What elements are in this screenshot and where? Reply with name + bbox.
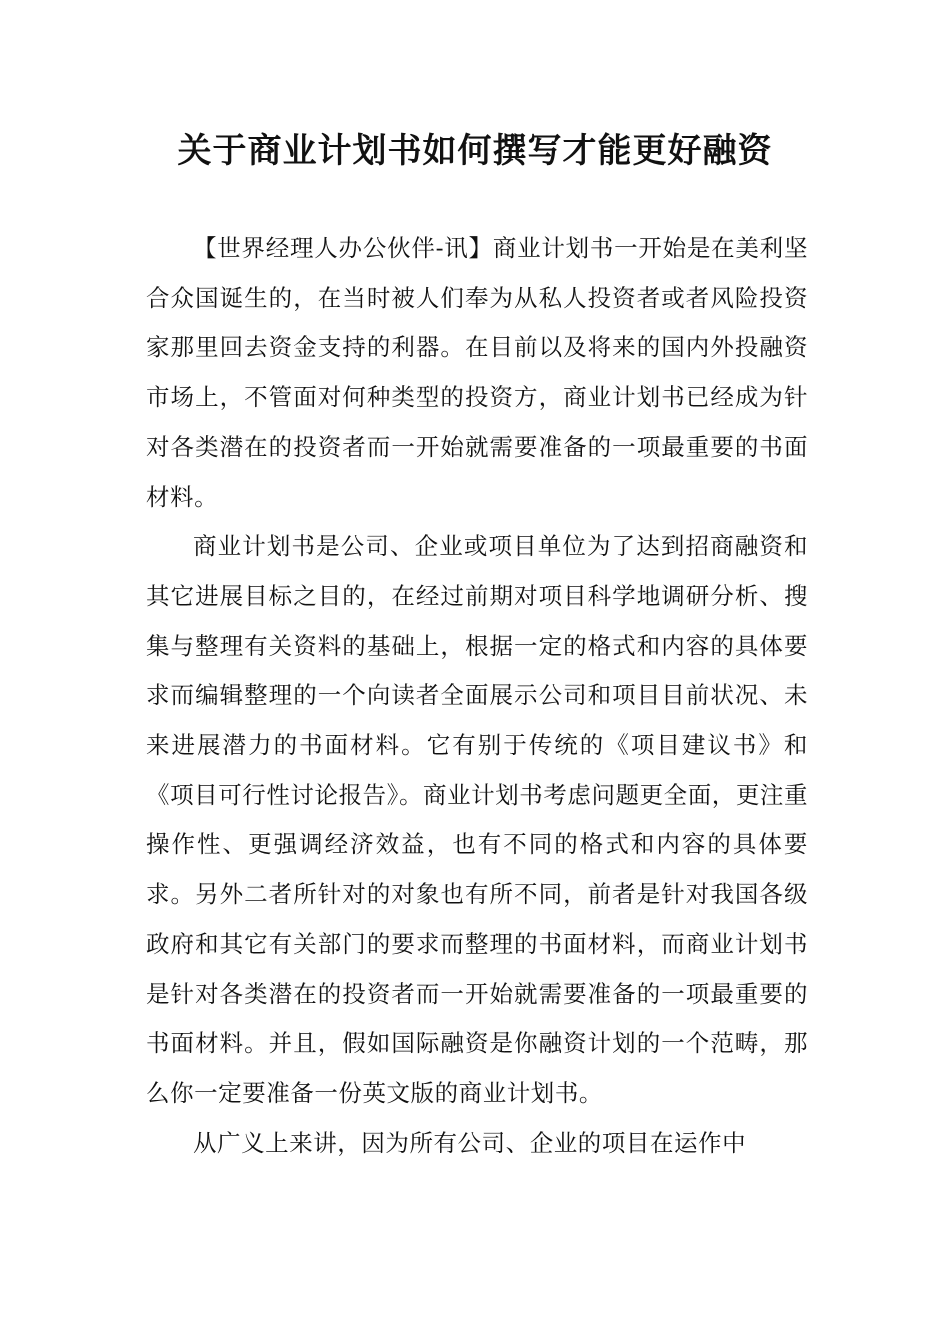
paragraph-intro: 【世界经理人办公伙伴-讯】商业计划书一开始是在美利坚合众国诞生的，在当时被人们奉为从私人投资者或者风险投资家那里回去资金支持的利器。在目前以及将来的国内外投融资市场上，不管面对何种类型的投资方，商业计划书已经成为针对各类潜在的投资者而一开始就需要准备的一项最重要的书面材料。 xyxy=(146,234,808,511)
paragraph-definition: 商业计划书是公司、企业或项目单位为了达到招商融资和其它进展目标之目的，在经过前期对项目科学地调研分析、搜集与整理有关资料的基础上，根据一定的格式和内容的具体要求而编辑整理的一个向读者全面展示公司和项目目前状况、未来进展潜力的书面材料。它有别于传统的《项目建议书》和《项目可行性讨论报告》。商业计划书考虑问题更全面，更注重操作性、更强调经济效益，也有不同的格式和内容的具体要求。另外二者所针对的对象也有所不同，前者是针对我国各级政府和其它有关部门的要求而整理的书面材料，而商业计划书是针对各类潜在的投资者而一开始就需要准备的一项最重要的书面材料。并且，假如国际融资是你融资计划的一个范畴，那么你一定要准备一份英文版的商业计划书。 xyxy=(146,532,808,1107)
paragraph-broad-sense: 从广义上来讲，因为所有公司、企业的项目在运作中 xyxy=(193,1128,747,1157)
document-title: 关于商业计划书如何撰写才能更好融资 xyxy=(177,131,773,171)
document-body xyxy=(146,224,808,1168)
